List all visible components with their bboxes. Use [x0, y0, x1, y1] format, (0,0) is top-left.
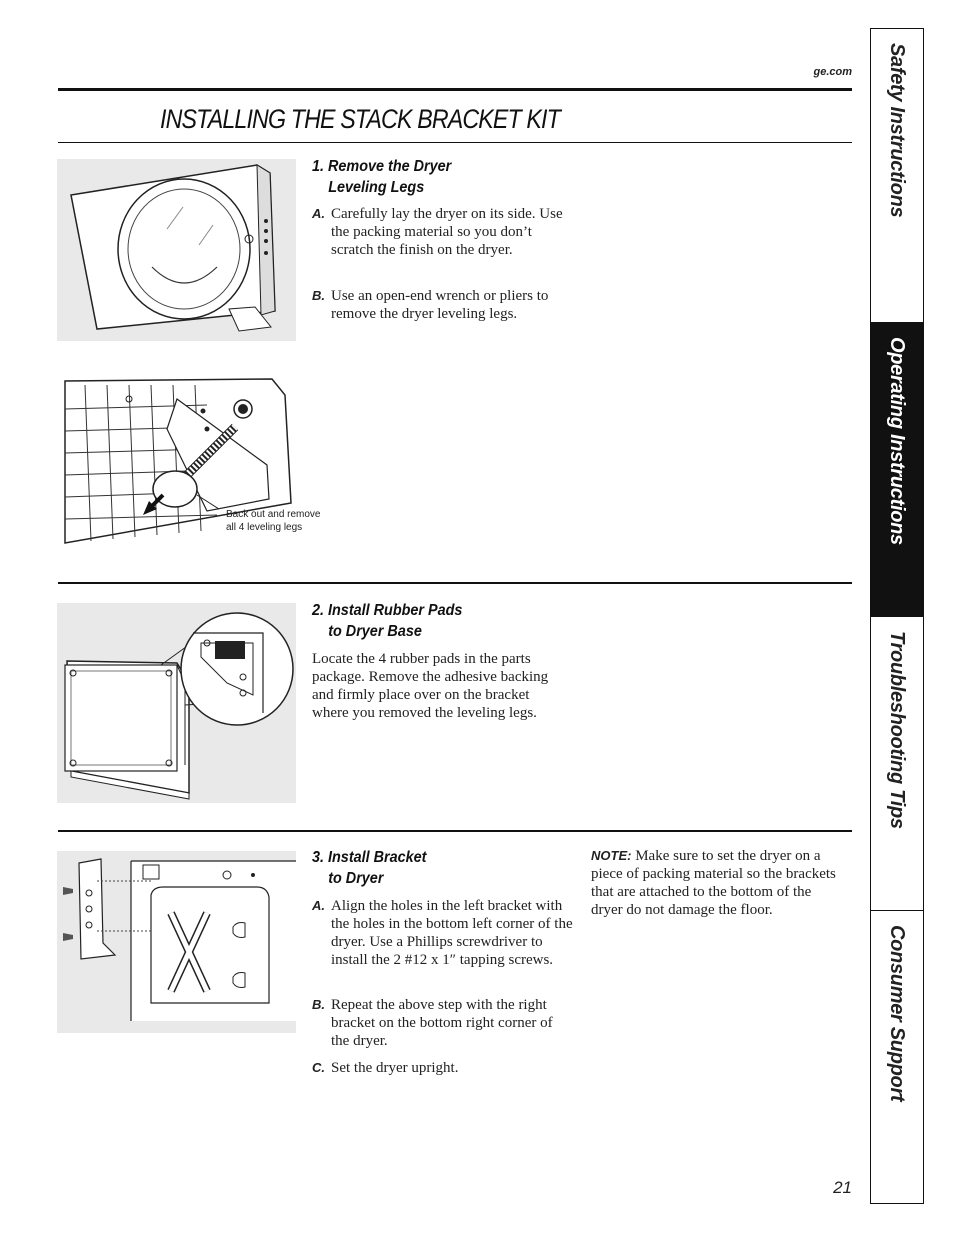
step-2-heading-line2: to Dryer Base: [328, 623, 422, 640]
tab-safety-instructions[interactable]: [871, 29, 923, 323]
callout-line-1: Back out and remove: [226, 509, 321, 520]
tab-safety-instructions-label: Safety Instructions: [886, 43, 908, 218]
step-3-item-b: [312, 996, 570, 1050]
callout-line-2: all 4 leveling legs: [226, 522, 303, 533]
step-3-item-c-letter: C.: [312, 1060, 325, 1075]
dryer-on-side-figure: [57, 159, 296, 341]
step-1-heading-line1: 1. Remove the Dryer: [312, 158, 452, 175]
step-1-item-a: [312, 205, 564, 259]
section-rule-1: [58, 582, 852, 584]
site-url: ge.com: [813, 66, 852, 78]
step-2-heading-line1: 2. Install Rubber Pads: [312, 602, 463, 619]
step-3-heading-line2: to Dryer: [328, 870, 384, 887]
step-3-note: [591, 847, 843, 919]
tab-consumer-support-label: Consumer Support: [886, 925, 908, 1102]
page-title: INSTALLING THE STACK BRACKET KIT: [160, 104, 560, 134]
note-text: Make sure to set the dryer on a piece of packing material so the brackets that are attached to the bottom of the dryer do not damage the floor.: [591, 848, 836, 918]
section-tabs: [870, 28, 924, 1204]
step-1-item-a-text: Carefully lay the dryer on its side. Use the packing material so you don’t scratch the finish on the dryer.: [331, 206, 563, 258]
step-1-item-b-text: Use an open-end wrench or pliers to remove the dryer leveling legs.: [331, 288, 549, 322]
tab-consumer-support[interactable]: [871, 911, 923, 1203]
header-rule: [58, 88, 852, 91]
page-number: 21: [833, 1178, 852, 1197]
tab-operating-instructions[interactable]: [871, 323, 923, 617]
bracket-install-figure: [57, 851, 296, 1033]
step-1-item-b-letter: B.: [312, 288, 325, 303]
step-3-heading-line1: 3. Install Bracket: [312, 849, 427, 866]
step-1-heading: [312, 156, 451, 198]
leveling-leg-callout: [226, 508, 321, 534]
step-3-item-a: [312, 897, 574, 969]
tab-troubleshooting-tips[interactable]: [871, 617, 923, 911]
rubber-pad-figure: [57, 603, 296, 803]
step-3-item-b-letter: B.: [312, 997, 325, 1012]
title-rule: [58, 142, 852, 143]
step-3-item-b-text: Repeat the above step with the right bracket on the bottom right corner of the dryer.: [331, 997, 553, 1049]
step-3-item-a-letter: A.: [312, 898, 325, 913]
tab-operating-instructions-label: Operating Instructions: [886, 337, 908, 545]
step-1-item-a-letter: A.: [312, 206, 325, 221]
step-3-item-a-text: Align the holes in the left bracket with the holes in the bottom left corner of the dryer. Use a Phillips screwdriver to install the 2 #12 x 1″ tapping screws.: [331, 898, 573, 968]
tab-troubleshooting-tips-label: Troubleshooting Tips: [886, 631, 908, 829]
note-label: NOTE:: [591, 848, 632, 863]
step-2-text: Locate the 4 rubber pads in the parts package. Remove the adhesive backing and firmly place over on the bracket where you removed the leveling legs.: [312, 651, 549, 721]
section-rule-2: [58, 830, 852, 832]
step-3-heading: [312, 847, 426, 889]
step-3-item-c: [312, 1059, 570, 1077]
step-1-heading-line2: Leveling Legs: [328, 179, 425, 196]
step-3-item-c-text: Set the dryer upright.: [331, 1060, 459, 1076]
step-1-item-b: [312, 287, 564, 323]
step-2-heading: [312, 600, 462, 642]
